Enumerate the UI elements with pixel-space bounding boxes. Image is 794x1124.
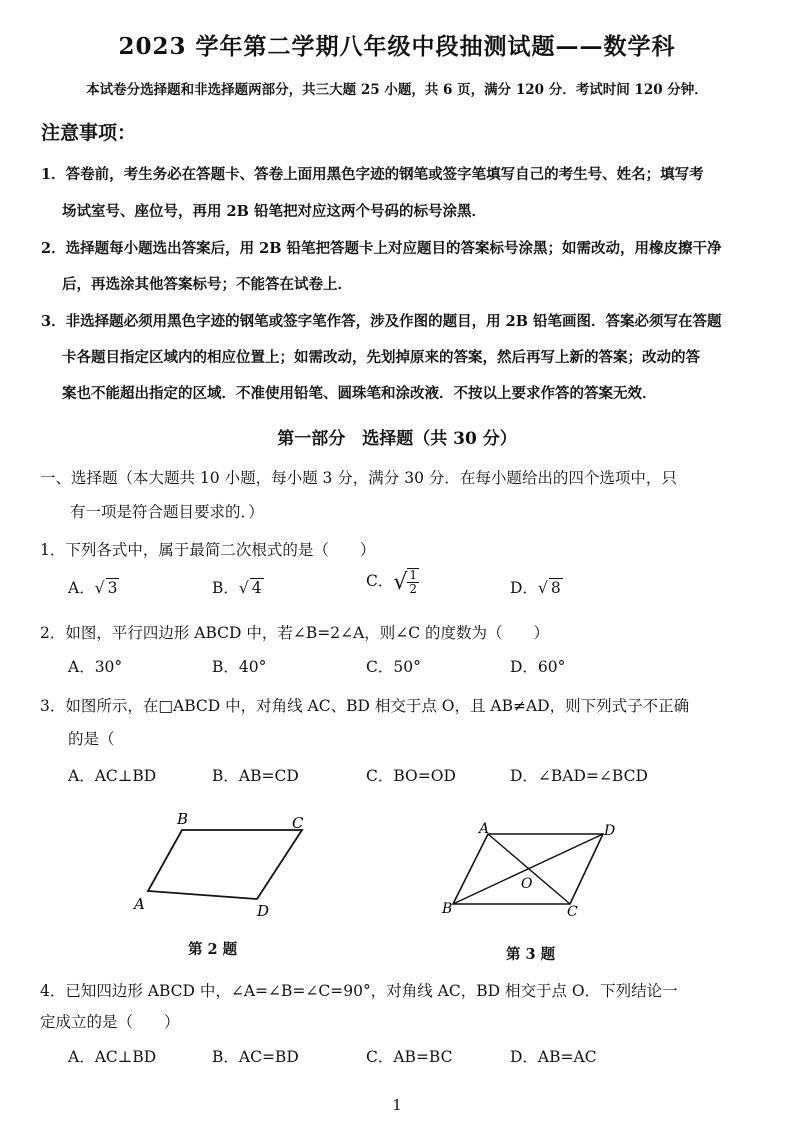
q1-option-d: D．√ 8	[510, 579, 561, 597]
figure-2-parallelogram	[125, 808, 325, 923]
q3-option-b: B．AB=CD	[212, 767, 299, 785]
q1-option-b: B．√ 4	[212, 579, 262, 597]
exam-title: 2023 学年第二学期八年级中段抽测试题——数学科	[118, 33, 676, 60]
q4-stem-cont: 定成立的是（ ）	[40, 1013, 180, 1031]
vertex-label-d: D	[257, 902, 270, 920]
q3-option-c: C．BO=OD	[366, 767, 456, 785]
vertex-label-b: B	[442, 901, 453, 917]
q2-option-b: B．40°	[212, 658, 267, 676]
notice-line: 1．答卷前，考生务必在答题卡、答卷上面用黑色字迹的钢笔或签字笔填写自己的考生号、姓名；填写考	[41, 166, 704, 183]
vertex-label-c: C	[292, 814, 304, 832]
notice-line: 场试室号、座位号，再用 2B 铅笔把对应这两个号码的标号涂黑．	[62, 203, 486, 220]
notice-line: 卡各题目指定区域内的相应位置上；如需改动，先划掉原来的答案，然后再写上新的答案；改动的答	[62, 349, 700, 366]
q1-option-c: C．√ $\frac{1}{2}$	[366, 568, 418, 596]
q2-option-d: D．60°	[510, 658, 566, 676]
figure-2-caption: 第 2 题	[188, 941, 238, 958]
section-intro: 一、选择题（本大题共 10 小题，每小题 3 分，满分 30 分．在每小题给出的四个选项中，只	[40, 469, 677, 487]
vertex-label-b: B	[177, 810, 189, 828]
notice-line: 2．选择题每小题选出答案后，用 2B 铅笔把答题卡上对应题目的答案标号涂黑；如需改动，用橡皮擦干净	[41, 240, 722, 257]
vertex-label-d: D	[604, 823, 616, 839]
q4-option-d: D．AB=AC	[510, 1048, 597, 1066]
q3-option-d: D．∠BAD=∠BCD	[510, 767, 648, 785]
figure-3-parallelogram	[440, 818, 630, 923]
q4-stem: 4．已知四边形 ABCD 中，∠A=∠B=∠C=90°，对角线 AC，BD 相交于点 O．下列结论一	[40, 982, 678, 1000]
section-title: 第一部分 选择题（共 30 分）	[277, 429, 517, 449]
figure-3-caption: 第 3 题	[506, 946, 556, 963]
vertex-label-a: A	[479, 821, 490, 837]
vertex-label-c: C	[567, 904, 578, 920]
q1-option-a: A．√ 3	[68, 579, 118, 597]
q2-option-a: A．30°	[68, 658, 123, 676]
q4-option-c: C．AB=BC	[366, 1048, 453, 1066]
notice-line: 3．非选择题必须用黑色字迹的钢笔或签字笔作答，涉及作图的题目，用 2B 铅笔画图．答案必须写在答题	[41, 313, 722, 330]
q3-stem: 3．如图所示，在□ABCD 中，对角线 AC、BD 相交于点 O，且 AB≠AD，则下列式子不正确	[40, 697, 690, 715]
exam-intro: 本试卷分选择题和非选择题两部分，共三大题 25 小题，共 6 页，满分 120 分．考试时间 120 分钟．	[86, 82, 708, 98]
page-number: 1	[392, 1096, 402, 1114]
q2-option-c: C．50°	[366, 658, 421, 676]
notice-heading: 注意事项：	[41, 122, 137, 144]
q1-stem: 1．下列各式中，属于最简二次根式的是（ ）	[40, 541, 376, 559]
notice-line: 案也不能超出指定的区域．不准使用铅笔、圆珠笔和涂改液．不按以上要求作答的答案无效．	[62, 385, 657, 402]
center-label-o: O	[521, 876, 533, 892]
notice-line: 后，再选涂其他答案标号；不能答在试卷上．	[62, 276, 352, 293]
q2-stem: 2．如图，平行四边形 ABCD 中，若∠B=2∠A，则∠C 的度数为（ ）	[40, 624, 550, 642]
q3-stem-cont: 的是（	[68, 730, 115, 748]
q4-option-b: B．AC=BD	[212, 1048, 299, 1066]
q3-option-a: A．AC⊥BD	[68, 767, 157, 785]
vertex-label-a: A	[134, 895, 145, 913]
section-intro-cont: 有一项是符合题目要求的．）	[70, 503, 264, 521]
q4-option-a: A．AC⊥BD	[68, 1048, 157, 1066]
